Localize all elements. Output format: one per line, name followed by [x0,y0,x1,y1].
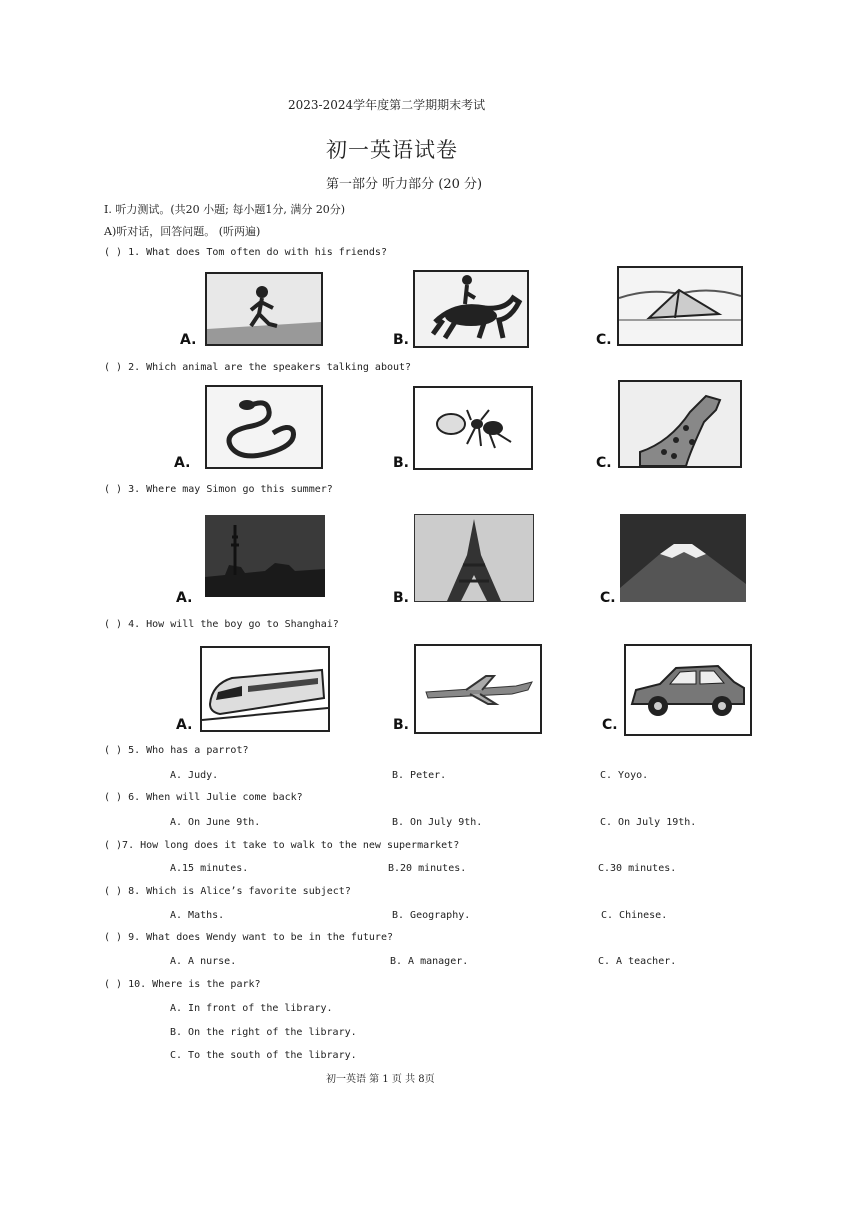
q3-label-b: B. [393,590,409,606]
q5-option-a[interactable]: A. Judy. [170,770,219,781]
q1-label-c: C. [596,332,612,348]
q7-option-b[interactable]: B.20 minutes. [388,863,467,874]
q1-option-c-picture[interactable] [617,266,743,346]
giraffe-icon [620,382,740,466]
question-2: ( ) 2. Which animal are the speakers talking about? [104,362,412,373]
q4-option-a-picture[interactable] [200,646,330,732]
q8-option-a[interactable]: A. Maths. [170,910,225,921]
q3-option-b-picture[interactable] [414,514,534,602]
q9-option-c[interactable]: C. A teacher. [598,956,677,967]
question-7: ( )7. How long does it take to walk to the new supermarket? [104,840,460,851]
horse-rider-icon [415,272,527,346]
q2-label-b: B. [393,455,409,471]
city-tower-icon [205,515,325,597]
q8-option-c[interactable]: C. Chinese. [601,910,668,921]
question-5: ( ) 5. Who has a parrot? [104,745,249,756]
q9-option-a[interactable]: A. A nurse. [170,956,237,967]
snake-icon [207,387,321,467]
q3-option-a-picture[interactable] [205,515,325,597]
question-8: ( ) 8. Which is Alice’s favorite subject? [104,886,351,897]
train-icon [202,648,328,730]
q4-option-c-picture[interactable] [624,644,752,736]
question-3: ( ) 3. Where may Simon go this summer? [104,484,333,495]
q2-label-a: A. [174,455,191,471]
question-1: ( ) 1. What does Tom often do with his friends? [104,247,387,258]
part-heading: 第一部分 听力部分 (20 分) [326,177,483,192]
q1-option-a-picture[interactable] [205,272,323,346]
q1-label-a: A. [180,332,197,348]
q2-option-a-picture[interactable] [205,385,323,469]
q6-option-a[interactable]: A. On June 9th. [170,817,261,828]
q10-option-c[interactable]: C. To the south of the library. [170,1050,357,1061]
q10-option-a[interactable]: A. In front of the library. [170,1003,333,1014]
q7-option-c[interactable]: C.30 minutes. [598,863,677,874]
q1-option-b-picture[interactable] [413,270,529,348]
q6-option-c[interactable]: C. On July 19th. [600,817,697,828]
ant-icon [415,388,531,468]
mount-fuji-icon [620,514,746,602]
question-10: ( ) 10. Where is the park? [104,979,261,990]
page-title: 初一英语试卷 [326,138,458,162]
running-boy-icon [207,274,321,344]
page-footer: 初一英语 第 1 页 共 8页 [326,1074,435,1085]
q3-option-c-picture[interactable] [620,514,746,602]
tent-icon [619,268,741,344]
q6-option-b[interactable]: B. On July 9th. [392,817,483,828]
exam-header: 2023-2024学年度第二学期期末考试 [288,98,486,112]
subsection-heading: A)听对话，回答问题。 (听两遍) [104,225,261,238]
car-icon [626,646,750,734]
q9-option-b[interactable]: B. A manager. [390,956,469,967]
q2-label-c: C. [596,455,612,471]
q4-label-b: B. [393,717,409,733]
q4-label-c: C. [602,717,618,733]
question-9: ( ) 9. What does Wendy want to be in the future? [104,932,393,943]
q2-option-c-picture[interactable] [618,380,742,468]
q3-label-c: C. [600,590,616,606]
question-4: ( ) 4. How will the boy go to Shanghai? [104,619,339,630]
question-6: ( ) 6. When will Julie come back? [104,792,303,803]
q1-label-b: B. [393,332,409,348]
q7-option-a[interactable]: A.15 minutes. [170,863,249,874]
q5-option-b[interactable]: B. Peter. [392,770,447,781]
q5-option-c[interactable]: C. Yoyo. [600,770,649,781]
q3-label-a: A. [176,590,193,606]
q4-option-b-picture[interactable] [414,644,542,734]
q2-option-b-picture[interactable] [413,386,533,470]
q4-label-a: A. [176,717,193,733]
section-heading: I. 听力测试。(共20 小题; 每小题1分, 满分 20分) [104,203,346,216]
q10-option-b[interactable]: B. On the right of the library. [170,1027,357,1038]
eiffel-tower-icon [415,515,533,601]
q8-option-b[interactable]: B. Geography. [392,910,471,921]
plane-icon [416,646,540,732]
